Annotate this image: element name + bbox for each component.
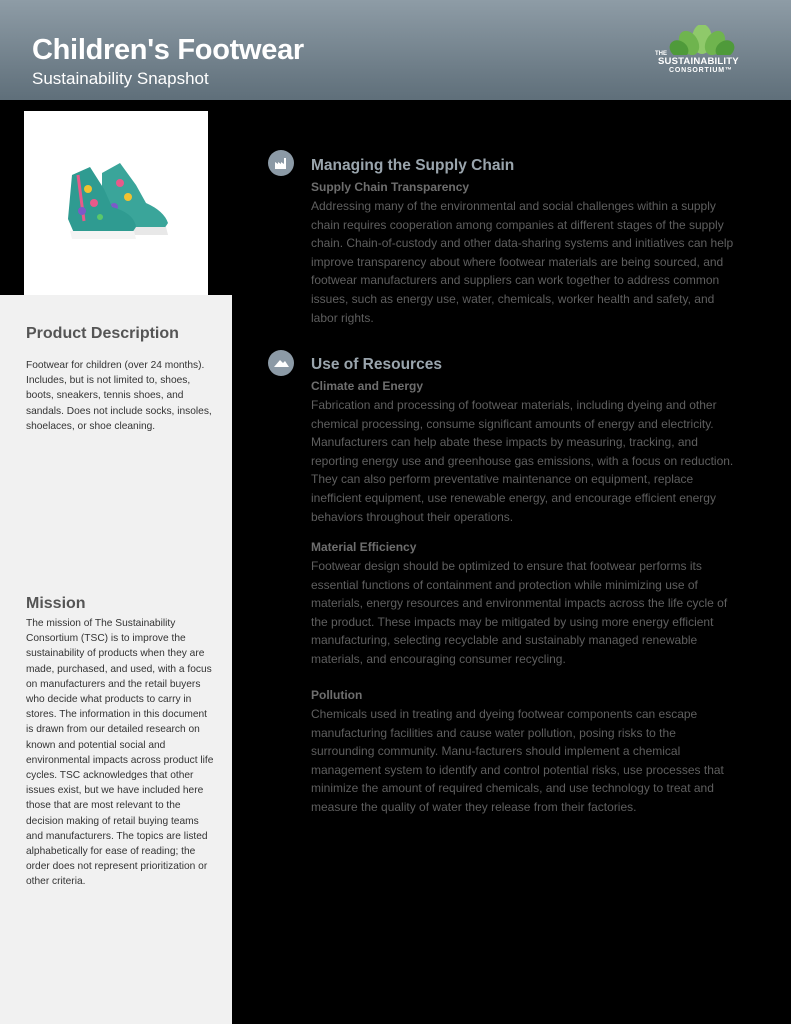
consortium-logo — [655, 25, 750, 85]
material-efficiency-heading: Material Efficiency — [311, 540, 417, 554]
logo-text-sustainability: SUSTAINABILITY — [658, 56, 739, 67]
page-subtitle: Sustainability Snapshot — [32, 69, 209, 88]
climate-energy-heading: Climate and Energy — [311, 379, 424, 393]
mission-heading: Mission — [26, 595, 86, 612]
product-description-heading: Product Description — [26, 325, 179, 342]
climate-energy-text: Fabrication and processing of footwear materials, including dyeing and other chemical processing, consume significant amounts of energy and electricity. Manufacturers can help abate these impacts by measuring, tracking, and reporting energy use and greenhouse gas emissions, with a focus on reduction. They can also perform preventative maintenance on equipment, replace inefficient equipment, use renewable energy, and encourage efficient energy behaviors throughout their operations. — [311, 398, 734, 524]
page-title: Children's Footwear — [32, 34, 304, 66]
supply-chain-transparency-heading: Supply Chain Transparency — [311, 180, 470, 194]
mountain-icon — [268, 350, 294, 376]
page-header — [0, 0, 791, 100]
product-description-text: Footwear for children (over 24 months). Includes, but is not limited to, shoes, boots, sneakers, tennis shoes, and sandals. Does not include socks, insoles, shoelaces, or shoe cleaning. — [26, 360, 212, 432]
logo-text-consortium: CONSORTIUM™ — [669, 67, 733, 74]
mission-text: The mission of The Sustainability Consortium (TSC) is to improve the sustainability of products when they are made, purchased, and used, with a focus on manufacturers and the retail buyers who decide what products to carry in stores. The information in this document is drawn from our detailed research on known and potential social and environmental impacts across product life cycles. TSC acknowledges that other issues exist, but we have included here those that are most relevant to the decision making of retail buying teams and manufacturers. The topics are listed alphabetically for ease of reading; the order does not represent prioritization or other criteria. — [26, 618, 214, 888]
product-photo — [24, 111, 208, 295]
logo-text-the: THE — [655, 51, 667, 57]
sneakers-icon — [24, 111, 208, 295]
pollution-heading: Pollution — [311, 688, 363, 702]
supply-chain-title: Managing the Supply Chain — [311, 157, 515, 174]
supply-chain-transparency-text: Addressing many of the environmental and social challenges within a supply chain requires cooperation among companies at different stages of the supply chain. Chain-of-custody and other data-sharing systems and initiatives can help improve transparency about where footwear materials are being sourced, and footwear manufacturers and suppliers can work together to address common issues, such as energy use, water, chemicals, worker health and safety, and labor rights. — [311, 199, 734, 325]
use-of-resources-title: Use of Resources — [311, 356, 442, 373]
pollution-text: Chemicals used in treating and dyeing footwear components can escape manufacturing facilities and cause water pollution, posing risks to the surrounding community. Manu-facturers should implement a chemical management system to identify and control potential risks, use processes that minimize the amount of required chemicals, and use technology to treat and measure the quality of water they release from their factories. — [311, 707, 724, 814]
lotus-logo-icon — [655, 25, 750, 55]
factory-icon — [268, 150, 294, 176]
material-efficiency-text: Footwear design should be optimized to ensure that footwear performs its essential functions of containment and protection while minimizing use of materials, energy resources and environmental impacts across the life cycle of the product. These impacts may be mitigated by using more energy efficient manufacturing, selecting recyclable and sustainably managed renewable materials, and encouraging consumer recycling. — [311, 559, 728, 666]
